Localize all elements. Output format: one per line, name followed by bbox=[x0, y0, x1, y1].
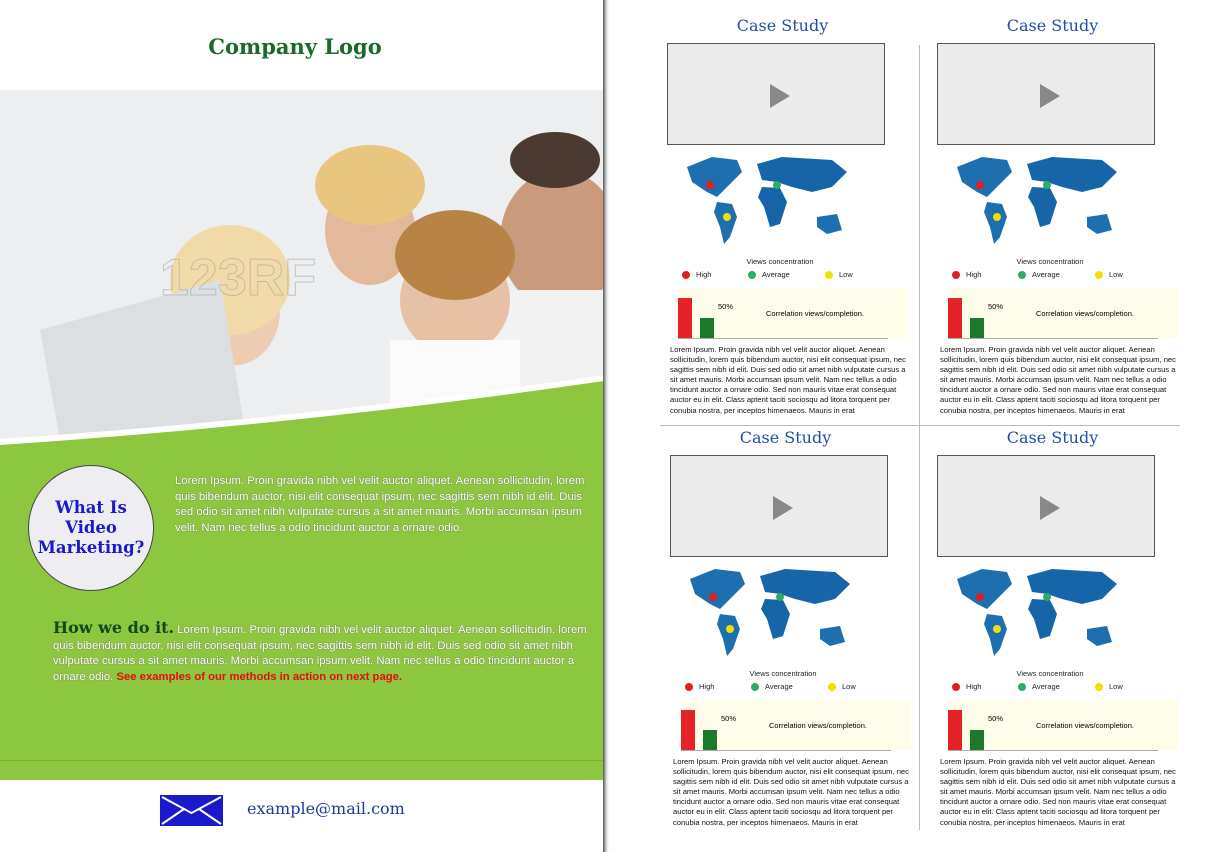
legend-label: High bbox=[699, 682, 715, 691]
low-dot-icon bbox=[1095, 683, 1103, 691]
case-study-text: Lorem Ipsum. Proin gravida nibh vel velit auctor aliquet. Aenean sollicitudin, lorem quis bibendum auctor, nisi elit consequat ipsum, nec sagittis sem nibh id elit. Duis sed odio sit amet nibh vulputate cursus a sit amet mauris. Morbi accumsan ipsum velit. Nam nec tellus a odio tincidunt auctor a ornare odio. Sed non mauris vitae erat consequat auctor eu in elit. Class aptent taciti sociosqu ad litora torquent per conubia nostra, per inceptos himenaeos. Mauris in erat bbox=[673, 757, 909, 827]
bar-completion bbox=[970, 730, 984, 750]
world-map bbox=[685, 564, 855, 664]
legend-label: High bbox=[696, 270, 712, 279]
legend-label: Low bbox=[1109, 682, 1123, 691]
case-study-title: Case Study bbox=[1006, 16, 1099, 35]
legend-label: Average bbox=[1032, 682, 1060, 691]
correlation-chart bbox=[948, 700, 1178, 750]
bar-value-label: 50% bbox=[988, 714, 1004, 723]
play-icon[interactable] bbox=[1040, 84, 1060, 108]
legend-label: Average bbox=[762, 270, 790, 279]
legend-label: Low bbox=[839, 270, 853, 279]
legend-label: Low bbox=[842, 682, 856, 691]
bar-high bbox=[681, 710, 695, 750]
legend-low bbox=[828, 682, 856, 691]
legend-average bbox=[748, 270, 790, 279]
world-map bbox=[952, 152, 1122, 252]
legend-low bbox=[1095, 682, 1123, 691]
next-page-link[interactable]: See examples of our methods in action on next page. bbox=[116, 670, 403, 683]
views-concentration-label: Views concentration bbox=[749, 669, 817, 678]
bar-high bbox=[678, 298, 692, 338]
left-page bbox=[0, 0, 604, 852]
how-paragraph bbox=[53, 620, 588, 685]
correlation-chart bbox=[678, 288, 908, 338]
views-concentration-label: Views concentration bbox=[1016, 257, 1084, 266]
legend-label: Average bbox=[1032, 270, 1060, 279]
chart-axis bbox=[681, 750, 891, 751]
high-dot-icon bbox=[952, 271, 960, 279]
how-text: Lorem Ipsum. Proin gravida nibh vel velit auctor aliquet. Aenean sollicitudin, lorem quis bibendum auctor, nisi elit consequat ipsum, nec sagittis sem nibh id elit. Duis sed odio sit amet nibh vulputate cursus a sit amet mauris. Morbi accumsan ipsum velit. Nam nec tellus a odio tincidunt auctor a ornare odio. bbox=[53, 624, 587, 683]
what-is-video-marketing-badge bbox=[28, 465, 154, 591]
bar-value-label: 50% bbox=[718, 302, 734, 311]
video-player[interactable] bbox=[937, 43, 1155, 145]
case-study-text: Lorem Ipsum. Proin gravida nibh vel velit auctor aliquet. Aenean sollicitudin, lorem quis bibendum auctor, nisi elit consequat ipsum, nec sagittis sem nibh id elit. Duis sed odio sit amet nibh vulputate cursus a sit amet mauris. Morbi accumsan ipsum velit. Nam nec tellus a odio tincidunt auctor a ornare odio. Sed non mauris vitae erat consequat auctor eu in elit. Class aptent taciti sociosqu ad litora torquent per conubia nostra, per inceptos himenaeos. Mauris in erat bbox=[670, 345, 906, 415]
high-dot-icon bbox=[685, 683, 693, 691]
chart-label: Correlation views/completion. bbox=[1036, 721, 1134, 730]
legend-high bbox=[952, 682, 981, 691]
low-dot-icon bbox=[1095, 271, 1103, 279]
email-link[interactable]: example@mail.com bbox=[247, 799, 405, 818]
legend-label: Average bbox=[765, 682, 793, 691]
correlation-chart bbox=[948, 288, 1178, 338]
low-dot-icon bbox=[828, 683, 836, 691]
average-dot-icon bbox=[1018, 271, 1026, 279]
case-study-title: Case Study bbox=[736, 16, 829, 35]
play-icon[interactable] bbox=[773, 496, 793, 520]
average-dot-icon bbox=[751, 683, 759, 691]
legend-average bbox=[751, 682, 793, 691]
play-icon[interactable] bbox=[1040, 496, 1060, 520]
case-study-text: Lorem Ipsum. Proin gravida nibh vel velit auctor aliquet. Aenean sollicitudin, lorem quis bibendum auctor, nisi elit consequat ipsum, nec sagittis sem nibh id elit. Duis sed odio sit amet nibh vulputate cursus a sit amet mauris. Morbi accumsan ipsum velit. Nam nec tellus a odio tincidunt auctor a ornare odio. Sed non mauris vitae erat consequat auctor eu in elit. Class aptent taciti sociosqu ad litora torquent per conubia nostra, per inceptos himenaeos. Mauris in erat bbox=[940, 757, 1176, 827]
page-spine bbox=[603, 0, 609, 852]
legend-low bbox=[825, 270, 853, 279]
chart-label: Correlation views/completion. bbox=[769, 721, 867, 730]
chart-axis bbox=[948, 750, 1158, 751]
case-study-title: Case Study bbox=[1006, 428, 1099, 447]
bar-completion bbox=[970, 318, 984, 338]
watermark: 123RF bbox=[160, 249, 317, 307]
case-study-title: Case Study bbox=[739, 428, 832, 447]
average-dot-icon bbox=[1018, 683, 1026, 691]
legend-average bbox=[1018, 682, 1060, 691]
bar-high bbox=[948, 298, 962, 338]
chart-label: Correlation views/completion. bbox=[1036, 309, 1134, 318]
legend-low bbox=[1095, 270, 1123, 279]
bar-high bbox=[948, 710, 962, 750]
curve-divider bbox=[0, 370, 604, 460]
low-dot-icon bbox=[825, 271, 833, 279]
case-study-card bbox=[663, 412, 918, 827]
chart-axis bbox=[678, 338, 888, 339]
legend-high bbox=[682, 270, 711, 279]
world-map bbox=[952, 564, 1122, 664]
chart-label: Correlation views/completion. bbox=[766, 309, 864, 318]
how-heading: How we do it. bbox=[53, 618, 175, 637]
company-logo: Company Logo bbox=[208, 34, 382, 59]
high-dot-icon bbox=[952, 683, 960, 691]
high-dot-icon bbox=[682, 271, 690, 279]
case-study-card bbox=[930, 0, 1185, 415]
vertical-divider bbox=[919, 45, 920, 830]
correlation-chart bbox=[681, 700, 911, 750]
case-study-card bbox=[930, 412, 1185, 827]
views-concentration-label: Views concentration bbox=[746, 257, 814, 266]
legend-label: Low bbox=[1109, 270, 1123, 279]
bar-completion bbox=[700, 318, 714, 338]
video-player[interactable] bbox=[667, 43, 885, 145]
views-concentration-label: Views concentration bbox=[1016, 669, 1084, 678]
average-dot-icon bbox=[748, 271, 756, 279]
case-study-card bbox=[660, 0, 915, 415]
divider bbox=[0, 760, 604, 761]
bar-completion bbox=[703, 730, 717, 750]
intro-paragraph: Lorem Ipsum. Proin gravida nibh vel velit auctor aliquet. Aenean sollicitudin, lorem quis bibendum auctor, nisi elit consequat ipsum, nec sagittis sem nibh id elit. Duis sed odio sit amet nibh vulputate cursus a sit amet mauris. Morbi accumsan ipsum velit. Nam nec tellus a odio tincidunt auctor a ornare odio. bbox=[175, 475, 585, 534]
legend-high bbox=[685, 682, 714, 691]
bar-value-label: 50% bbox=[988, 302, 1004, 311]
bar-value-label: 50% bbox=[721, 714, 737, 723]
legend-label: High bbox=[966, 682, 982, 691]
video-player[interactable] bbox=[670, 455, 888, 557]
legend-average bbox=[1018, 270, 1060, 279]
video-player[interactable] bbox=[937, 455, 1155, 557]
badge-title: What Is Video Marketing? bbox=[37, 498, 145, 557]
legend-label: High bbox=[966, 270, 982, 279]
envelope-icon bbox=[160, 795, 223, 826]
case-study-text: Lorem Ipsum. Proin gravida nibh vel velit auctor aliquet. Aenean sollicitudin, lorem quis bibendum auctor, nisi elit consequat ipsum, nec sagittis sem nibh id elit. Duis sed odio sit amet nibh vulputate cursus a sit amet mauris. Morbi accumsan ipsum velit. Nam nec tellus a odio tincidunt auctor a ornare odio. Sed non mauris vitae erat consequat auctor eu in elit. Class aptent taciti sociosqu ad litora torquent per conubia nostra, per inceptos himenaeos. Mauris in erat bbox=[940, 345, 1176, 415]
chart-axis bbox=[948, 338, 1158, 339]
legend-high bbox=[952, 270, 981, 279]
play-icon[interactable] bbox=[770, 84, 790, 108]
world-map bbox=[682, 152, 852, 252]
